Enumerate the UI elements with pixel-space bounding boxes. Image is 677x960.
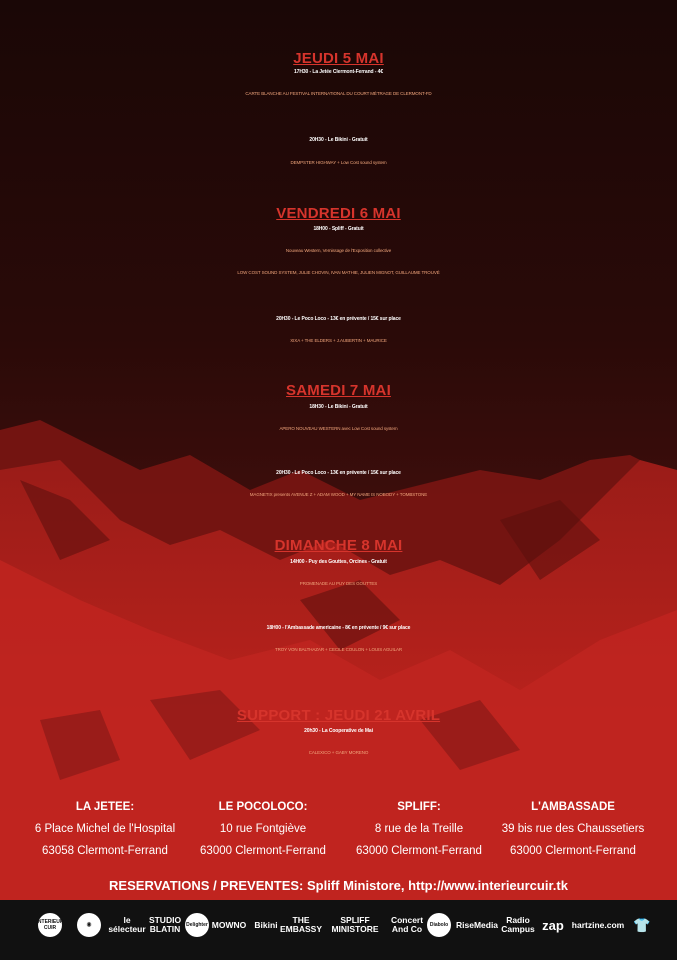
concert-and-co-logo: Concert And Co [390,915,424,934]
reservations-info: RESERVATIONS / PREVENTES: Spliff Ministore, http://www.interieurcuir.tk [109,878,568,893]
address-city: 63000 Clermont-Ferrand [200,845,326,857]
risemedia-logo: RiseMedia [455,919,499,930]
address-city: 63000 Clermont-Ferrand [356,845,482,857]
event-detail: PROMENADE AU PUY DES GOUTTES [299,581,378,586]
delighter-logo: Delighter [182,912,212,938]
event-heading: 14H00 - Puy des Gouttes, Orcines - Gratuit [290,559,387,565]
address-city: 63058 Clermont-Ferrand [42,845,168,857]
event-detail: LOW COST SOUND SYSTEM, JULIE CHOVIN, IVAN MATHIE, JULIEN MIGNOT, GUILLAUME TROUVÉ [237,270,440,275]
event-detail: Nouveau Western, Vernissage de l'Exposition collective [285,248,392,253]
address-title: LE POCOLOCO: [218,801,308,813]
rider-logo: ✺ [74,912,104,938]
event-heading: 20H30 - Le Poco Loco - 13€ en prévente / 15€ sur place [276,316,401,322]
le-selecteur-logo: le sélecteur [108,915,146,934]
day-heading: SAMEDI 7 MAI [286,382,391,399]
address-ambassade [488,796,658,862]
day-heading: DIMANCHE 8 MAI [274,537,403,554]
address-title: SPLIFF: [397,801,441,813]
address-la-jetee [20,796,190,862]
event-heading: 20H30 - Le Bikini - Gratuit [309,137,368,143]
event-detail: DEMPSTER HIGHWAY + Low Cost sound system [290,160,387,165]
studio-blatin-logo: STUDIO BLATIN [148,915,182,934]
radio-campus-logo: Radio Campus [501,915,535,934]
address-title: LA JETEE: [75,801,135,813]
address-street: 6 Place Michel de l'Hospital [34,823,176,835]
event-detail: CARTE BLANCHE AU FESTIVAL INTERNATIONAL DU COURT MÉTRAGE DE CLERMONT-FD [245,91,432,96]
address-street: 10 rue Fontgiève [219,823,307,835]
spliff-ministore-logo: SPLIFF MINISTORE [331,915,379,934]
mowno-logo: MOWNO [211,919,247,930]
event-heading: 18H30 - Le Bikini - Gratuit [309,404,368,410]
event-heading: 18H00 - Spliff - Gratuit [313,226,364,232]
event-heading: 18H00 - l'Ambassade americaine - 8€ en prévente / 9€ sur place [266,625,411,631]
day-heading: SUPPORT : JEUDI 21 AVRIL [236,707,441,724]
event-detail: CALEXICO + GABY MORENO [308,750,369,755]
zap-logo: zap [542,917,564,933]
address-title: L'AMBASSADE [531,801,615,813]
day-heading: JEUDI 5 MAI [293,50,384,67]
the-embassy-logo: THE EMBASSY [279,915,323,934]
diabolo-logo: Diabolo [424,912,454,938]
address-street: 39 bis rue des Chaussetiers [501,823,645,835]
hartzine-logo: hartzine.com [571,919,625,930]
event-detail: APERO NOUVEAU WESTERN avec Low Cost sound system [279,426,398,431]
address-spliff [334,796,504,862]
bikini-logo: Bikini [254,919,278,930]
event-heading: 20h30 - La Cooperative de Mai [304,728,373,734]
event-detail: MAGNETIX presents AVENUE Z + ADAM WOOD + MY NAME IS NOBODY + TOMBSTONE [249,492,428,497]
tshirt-logo: 👕 [633,916,651,933]
event-heading: 20H30 - Le Poco Loco - 13€ en prévente / 15€ sur place [276,470,401,476]
interieur-cuir-logo: INTERIEUR CUIR [30,912,70,938]
address-city: 63000 Clermont-Ferrand [510,845,636,857]
event-heading: 17H30 - La Jetée Clermont-Ferrand - 4€ [293,69,383,75]
address-le-pocoloco [178,796,348,862]
address-street: 8 rue de la Treille [374,823,464,835]
event-detail: XIXA + THE ELDERS + J.AUBERTIN + MAURICE [290,338,387,343]
event-detail: TROY VON BALTHAZAR + CECILE COULON + LOUIS AGUILAR [274,647,403,652]
day-heading: VENDREDI 6 MAI [276,205,401,222]
